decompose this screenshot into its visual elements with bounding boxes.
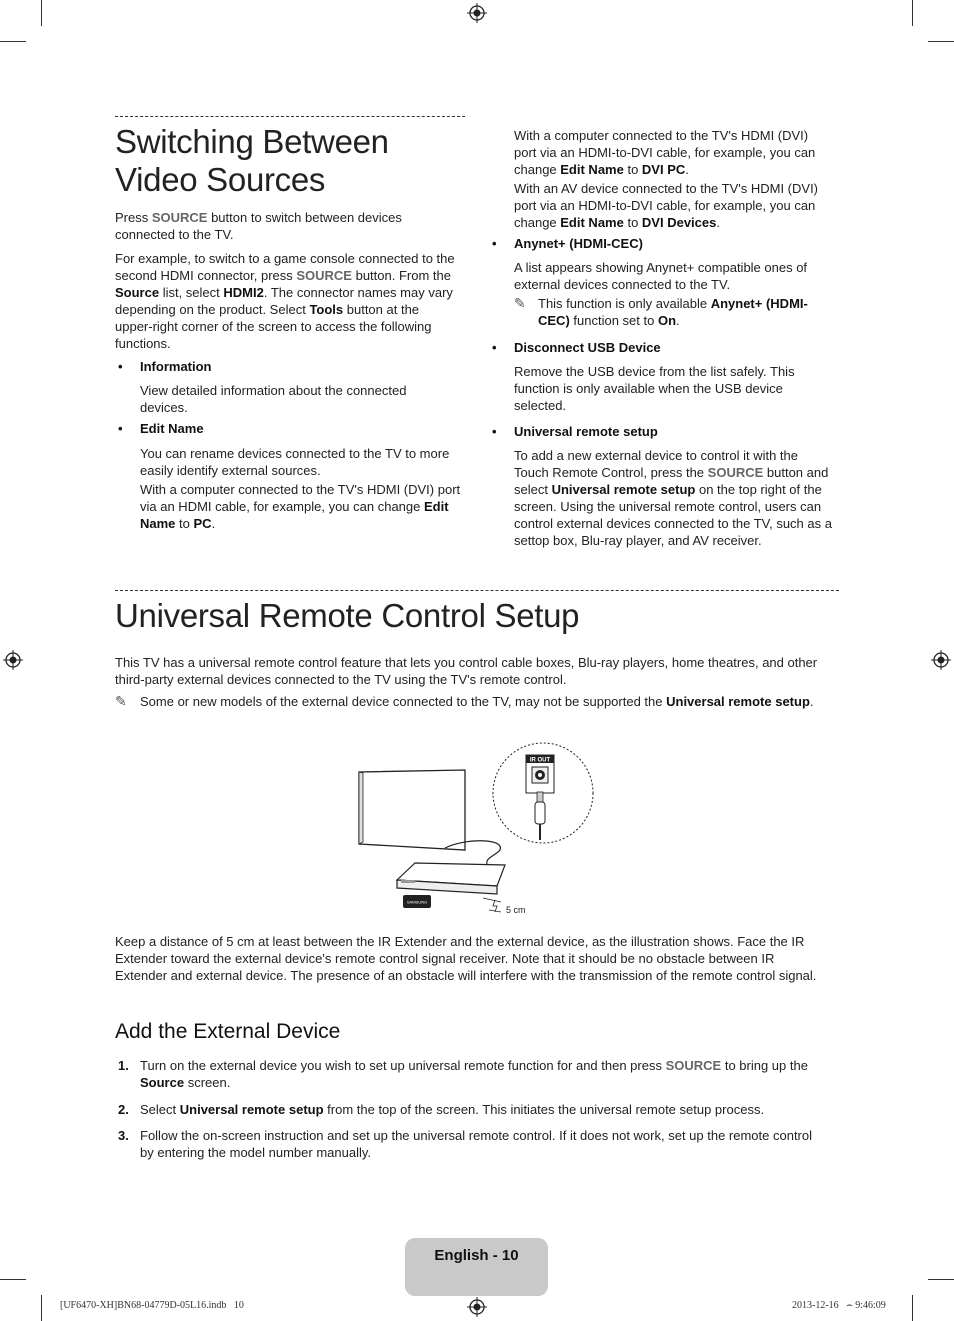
crop-mark [0, 41, 26, 42]
bullet-label: Edit Name [140, 421, 204, 436]
step-number: 2. [118, 1102, 129, 1117]
paragraph: With a computer connected to the TV's HDMI (DVI) port via an HDMI cable, for example, you can change Edit Name to PC. [140, 482, 461, 531]
section-divider [115, 116, 465, 117]
paragraph: This TV has a universal remote control feature that lets you control cable boxes, Blu-ray players, home theatres, and other third-party external devices connected to the TV using the TV's remote control. [115, 655, 818, 687]
paragraph: To add a new external device to control it with the Touch Remote Control, press the SOURCE button and select Universal remote setup on the top right of the screen. Using the universal remote control, users can control external devices connected to the TV, such as a settop box, Blu-ray player, and AV receiver. [514, 448, 832, 548]
paragraph: Keep a distance of 5 cm at least between the IR Extender and the external device, as the illustration shows. Face the IR Extender toward the external device's remote control signal receiver. Note that it should be no obstacle between IR Extender and external device. The presence of an obstacle will interfere with the transmission of the remote control signal. [115, 934, 817, 983]
bullet-item: • Edit Name [118, 421, 204, 436]
registration-mark-icon [467, 1297, 487, 1317]
brand-label: SAMSUNG [406, 899, 428, 905]
port-label: IR OUT [529, 757, 551, 764]
subsection-title: Add the External Device [115, 1020, 341, 1043]
section-divider [115, 590, 839, 591]
section-title: Switching Between Video Sources [115, 123, 389, 198]
crop-mark [41, 0, 42, 26]
note: ✎ This function is only available Anynet+ (HDMI-CEC) function set to On. [514, 295, 808, 328]
paragraph: With a computer connected to the TV's HDMI (DVI) port via an HDMI-to-DVI cable, for example, you can change Edit Name to DVI PC. [514, 128, 816, 177]
page-number: English - 10 [434, 1247, 519, 1264]
step-item: 3. Follow the on-screen instruction and set up the universal remote control. If it does not work, set up the remote control by entering the model number manually. [118, 1128, 813, 1160]
settop-box-icon [397, 863, 505, 894]
note: ✎ Some or new models of the external device connected to the TV, may not be supported the Universal remote setup. [115, 693, 814, 709]
bullet-item: • Universal remote setup [492, 424, 658, 439]
paragraph: For example, to switch to a game console connected to the second HDMI connector, press SOURCE button. From the Source list, select HDMI2. The connector names may vary depending on the product. Select Tools button at the upper-right corner of the screen to access the following functions. [115, 251, 455, 351]
paragraph: A list appears showing Anynet+ compatible ones of external devices connected to the TV. [514, 260, 808, 292]
step-number: 3. [118, 1128, 129, 1143]
paragraph: You can rename devices connected to the TV to more easily identify external sources. [140, 446, 450, 478]
tv-icon [359, 770, 465, 850]
crop-mark [912, 0, 913, 26]
registration-mark-icon [467, 3, 487, 23]
registration-mark-icon [3, 650, 23, 670]
bullet-label: Information [140, 359, 212, 374]
section-title: Universal Remote Control Setup [115, 597, 580, 634]
paragraph: Press SOURCE button to switch between devices connected to the TV. [115, 210, 402, 242]
paragraph: View detailed information about the connected devices. [140, 383, 407, 415]
registration-mark-icon [931, 650, 951, 670]
paragraph: With an AV device connected to the TV's HDMI (DVI) port via an HDMI-to-DVI cable, for example, you can change Edit Name to DVI Devices. [514, 181, 819, 230]
distance-label: 5 cm [506, 905, 526, 915]
crop-mark [0, 1279, 26, 1280]
print-slug-left: [UF6470-XH]BN68-04779D-05L16.indb 10 [60, 1300, 244, 1311]
ir-extender-illustration [355, 738, 600, 920]
bullet-label: Universal remote setup [514, 424, 658, 439]
bullet-item: • Disconnect USB Device [492, 340, 661, 355]
crop-mark [928, 41, 954, 42]
pencil-note-icon: ✎ [115, 693, 127, 709]
step-item: 2. Select Universal remote setup from the top of the screen. This initiates the universal remote setup process. [118, 1102, 765, 1117]
bullet-item: • Information [118, 359, 212, 374]
bullet-label: Disconnect USB Device [514, 340, 661, 355]
crop-mark [41, 1295, 42, 1321]
step-number: 1. [118, 1058, 129, 1073]
crop-mark [928, 1279, 954, 1280]
ir-extender-icon [403, 895, 431, 908]
step-item: 1. Turn on the external device you wish to set up universal remote function for and then press SOURCE to bring up the Source screen. [118, 1058, 808, 1090]
pencil-note-icon: ✎ [514, 295, 526, 311]
crop-mark [912, 1295, 913, 1321]
bullet-item: • Anynet+ (HDMI-CEC) [492, 236, 643, 251]
print-slug-right: 2013-12-16 ⌢ 9:46:09 [792, 1300, 886, 1311]
paragraph: Remove the USB device from the list safely. This function is only available when the USB device selected. [514, 364, 795, 413]
bullet-label: Anynet+ (HDMI-CEC) [514, 236, 643, 251]
